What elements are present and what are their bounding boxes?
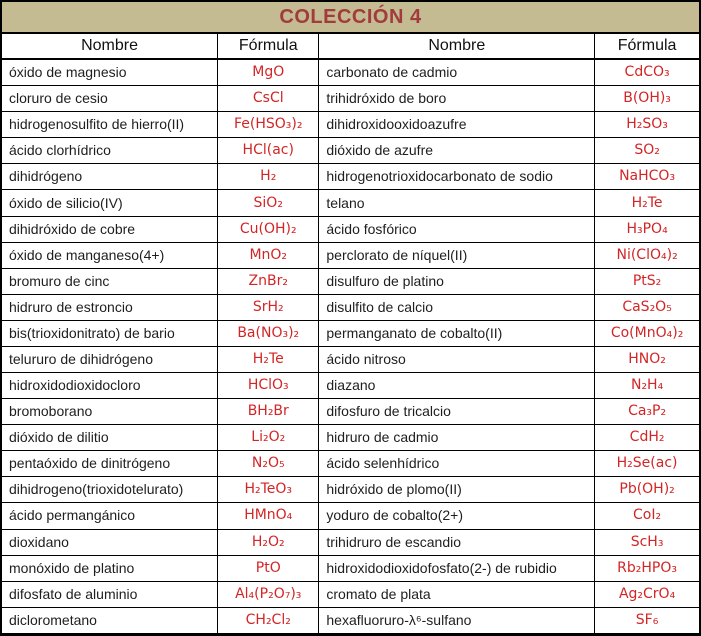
column-header-name-left: Nombre xyxy=(2,34,218,59)
compound-name-right: ácido nitroso xyxy=(319,346,595,372)
compound-name-right: hexafluoruro-λ⁶-sulfano xyxy=(319,607,595,633)
compound-formula-right: H₂Te xyxy=(595,190,699,216)
compound-formula-right: SF₆ xyxy=(595,607,699,633)
compound-name-left: ácido clorhídrico xyxy=(2,138,218,164)
compound-formula-right: B(OH)₃ xyxy=(595,86,699,112)
compound-formula-left: CsCl xyxy=(218,86,319,112)
compound-name-left: difosfato de aluminio xyxy=(2,581,218,607)
compound-name-left: bromuro de cinc xyxy=(2,268,218,294)
compound-name-right: hidroxidodioxidofosfato(2-) de rubidio xyxy=(319,555,595,581)
compound-formula-left: SiO₂ xyxy=(218,190,319,216)
table-row xyxy=(2,503,699,529)
compound-formula-right: H₂SO₃ xyxy=(595,112,699,138)
compound-name-left: óxido de magnesio xyxy=(2,59,218,86)
compound-formula-right: HNO₂ xyxy=(595,346,699,372)
compound-formula-right: Ag₂CrO₄ xyxy=(595,581,699,607)
compound-formula-left: ZnBr₂ xyxy=(218,268,319,294)
compound-name-right: disulfuro de platino xyxy=(319,268,595,294)
table-row xyxy=(2,294,699,320)
compound-name-right: dióxido de azufre xyxy=(319,138,595,164)
compound-name-left: dióxido de dilitio xyxy=(2,425,218,451)
compound-formula-right: ScH₃ xyxy=(595,529,699,555)
compound-name-right: cromato de plata xyxy=(319,581,595,607)
compound-formula-right: Pb(OH)₂ xyxy=(595,477,699,503)
compound-name-right: perclorato de níquel(II) xyxy=(319,242,595,268)
compound-name-left: pentaóxido de dinitrógeno xyxy=(2,451,218,477)
compound-formula-left: MgO xyxy=(218,59,319,86)
compound-formula-right: H₃PO₄ xyxy=(595,216,699,242)
table-row xyxy=(2,59,699,86)
compound-formula-right: PtS₂ xyxy=(595,268,699,294)
compound-name-left: hidrogenosulfito de hierro(II) xyxy=(2,112,218,138)
compound-name-left: hidroxidodioxidocloro xyxy=(2,373,218,399)
table-row xyxy=(2,555,699,581)
compound-formula-right: NaHCO₃ xyxy=(595,164,699,190)
table-row xyxy=(2,581,699,607)
table-row xyxy=(2,399,699,425)
compound-name-left: bromoborano xyxy=(2,399,218,425)
compound-formula-right: SO₂ xyxy=(595,138,699,164)
compound-name-left: dihidróxido de cobre xyxy=(2,216,218,242)
collection-title: COLECCIÓN 4 xyxy=(279,5,422,28)
compound-name-left: diclorometano xyxy=(2,607,218,633)
compound-formula-right: Ni(ClO₄)₂ xyxy=(595,242,699,268)
compound-name-right: permanganato de cobalto(II) xyxy=(319,320,595,346)
table-row xyxy=(2,373,699,399)
table-body xyxy=(2,59,699,634)
table-row xyxy=(2,242,699,268)
table-row xyxy=(2,164,699,190)
compound-formula-left: H₂O₂ xyxy=(218,529,319,555)
compound-name-right: trihidruro de escandio xyxy=(319,529,595,555)
compound-name-left: telururo de dihidrógeno xyxy=(2,346,218,372)
compound-formula-left: H₂ xyxy=(218,164,319,190)
compound-formula-right: H₂Se(ac) xyxy=(595,451,699,477)
compound-name-left: óxido de manganeso(4+) xyxy=(2,242,218,268)
compound-name-right: hidróxido de plomo(II) xyxy=(319,477,595,503)
compound-formula-right: CoI₂ xyxy=(595,503,699,529)
compound-formula-left: Ba(NO₃)₂ xyxy=(218,320,319,346)
compound-name-right: ácido selenhídrico xyxy=(319,451,595,477)
table-row xyxy=(2,451,699,477)
column-header-name-right: Nombre xyxy=(319,34,595,59)
compound-formula-right: Co(MnO₄)₂ xyxy=(595,320,699,346)
compound-name-right: dihidroxidooxidoazufre xyxy=(319,112,595,138)
table-row xyxy=(2,112,699,138)
compound-name-right: telano xyxy=(319,190,595,216)
column-header-formula-right: Fórmula xyxy=(595,34,699,59)
nomenclature-table xyxy=(2,34,699,634)
table-row xyxy=(2,216,699,242)
compound-formula-left: HClO₃ xyxy=(218,373,319,399)
compound-formula-left: Cu(OH)₂ xyxy=(218,216,319,242)
compound-name-right: ácido fosfórico xyxy=(319,216,595,242)
collection-title-band xyxy=(2,2,699,34)
compound-formula-left: CH₂Cl₂ xyxy=(218,607,319,633)
compound-name-right: hidruro de cadmio xyxy=(319,425,595,451)
compound-name-left: cloruro de cesio xyxy=(2,86,218,112)
table-row xyxy=(2,425,699,451)
compound-formula-left: PtO xyxy=(218,555,319,581)
compound-name-right: hidrogenotrioxidocarbonato de sodio xyxy=(319,164,595,190)
table-row xyxy=(2,268,699,294)
compound-formula-right: CaS₂O₅ xyxy=(595,294,699,320)
compound-name-right: carbonato de cadmio xyxy=(319,59,595,86)
table-row xyxy=(2,346,699,372)
compound-formula-left: Li₂O₂ xyxy=(218,425,319,451)
compound-formula-left: Fe(HSO₃)₂ xyxy=(218,112,319,138)
table-row xyxy=(2,477,699,503)
compound-formula-left: BH₂Br xyxy=(218,399,319,425)
compound-formula-left: Al₄(P₂O₇)₃ xyxy=(218,581,319,607)
compound-name-right: disulfito de calcio xyxy=(319,294,595,320)
compound-name-left: monóxido de platino xyxy=(2,555,218,581)
compound-formula-right: N₂H₄ xyxy=(595,373,699,399)
compound-name-left: bis(trioxidonitrato) de bario xyxy=(2,320,218,346)
compound-formula-right: Ca₃P₂ xyxy=(595,399,699,425)
compound-name-left: dihidrógeno xyxy=(2,164,218,190)
compound-formula-left: HMnO₄ xyxy=(218,503,319,529)
table-row xyxy=(2,138,699,164)
compound-formula-left: N₂O₅ xyxy=(218,451,319,477)
compound-formula-left: MnO₂ xyxy=(218,242,319,268)
compound-formula-left: H₂Te xyxy=(218,346,319,372)
compound-name-left: dihidrogeno(trioxidotelurato) xyxy=(2,477,218,503)
compound-name-right: yoduro de cobalto(2+) xyxy=(319,503,595,529)
table-row xyxy=(2,529,699,555)
compound-formula-left: H₂TeO₃ xyxy=(218,477,319,503)
compound-name-left: hidruro de estroncio xyxy=(2,294,218,320)
compound-name-right: trihidróxido de boro xyxy=(319,86,595,112)
compound-formula-right: Rb₂HPO₃ xyxy=(595,555,699,581)
table-row xyxy=(2,190,699,216)
compound-name-right: difosfuro de tricalcio xyxy=(319,399,595,425)
compound-name-left: ácido permangánico xyxy=(2,503,218,529)
compound-formula-left: SrH₂ xyxy=(218,294,319,320)
compound-formula-right: CdCO₃ xyxy=(595,59,699,86)
table-row xyxy=(2,607,699,633)
compound-name-right: diazano xyxy=(319,373,595,399)
column-header-formula-left: Fórmula xyxy=(218,34,319,59)
compound-formula-right: CdH₂ xyxy=(595,425,699,451)
table-row xyxy=(2,86,699,112)
compound-name-left: dioxidano xyxy=(2,529,218,555)
table-header-row xyxy=(2,34,699,59)
table-row xyxy=(2,320,699,346)
compound-formula-left: HCl(ac) xyxy=(218,138,319,164)
compound-name-left: óxido de silicio(IV) xyxy=(2,190,218,216)
